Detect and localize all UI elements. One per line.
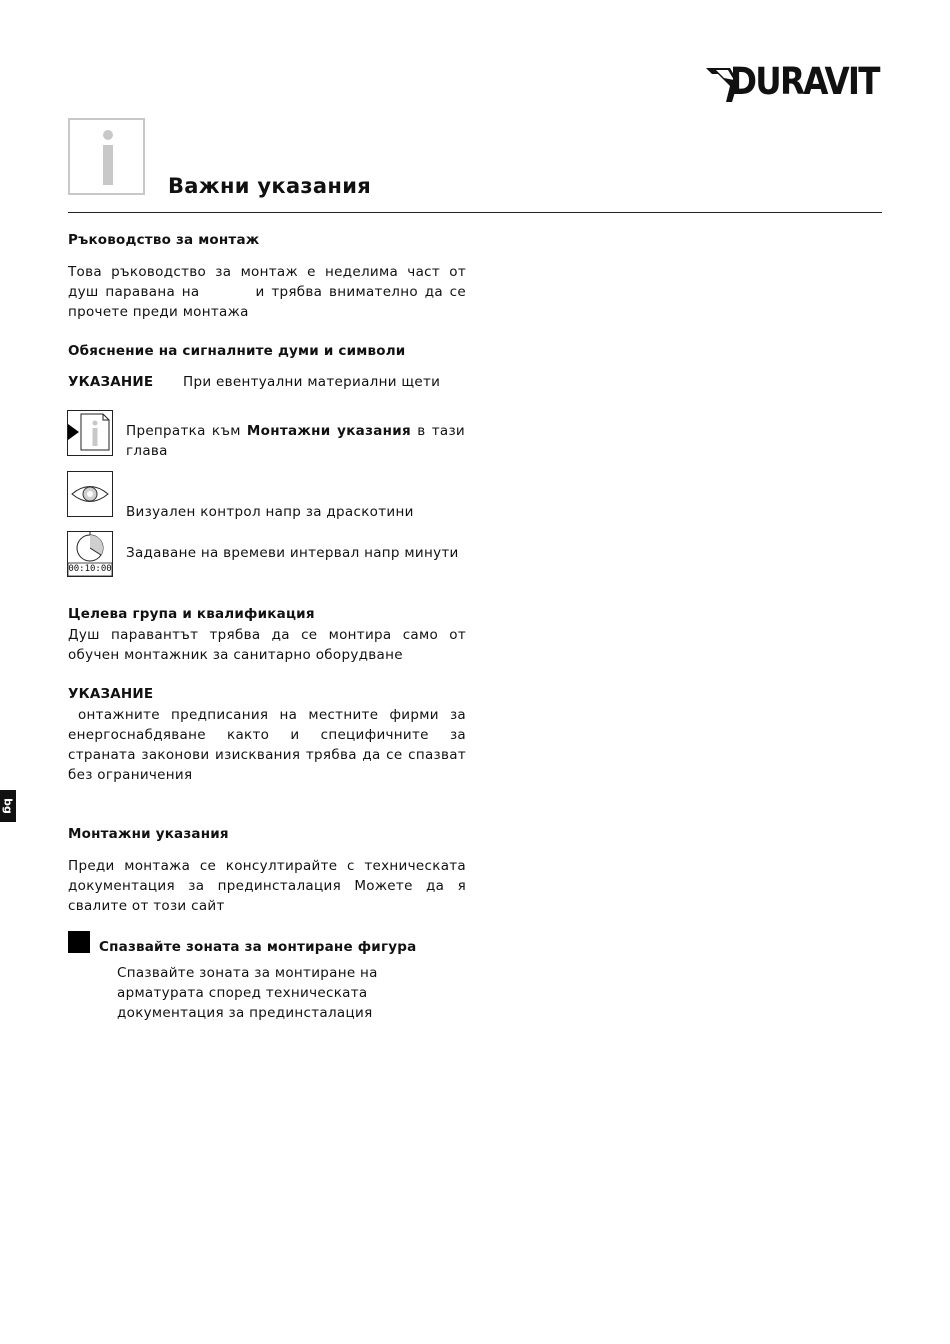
notice-label: УКАЗАНИЕ xyxy=(68,374,154,390)
target-heading: Целева група и квалификация xyxy=(68,606,315,622)
symbol-eye-text: Визуален контрол напр за драскотини xyxy=(126,504,414,520)
page-title: Важни указания xyxy=(168,174,372,198)
timer-label: 00:10:00 xyxy=(68,564,112,574)
manual-text-2: и трябва внимателно да се прочете преди монтажа xyxy=(68,284,466,320)
info-icon xyxy=(68,118,145,195)
step-text: Спазвайте зоната за монтиране на арматурата според техническата документация за прединсталация xyxy=(117,965,378,1021)
manual-paragraph xyxy=(68,262,466,322)
symbols-heading: Обяснение на сигналните думи и символи xyxy=(68,343,406,359)
manual-text-1: Това ръководство за монтаж е неделима част от душ паравана на xyxy=(68,264,466,300)
notice-text: При евентуални материални щети xyxy=(183,374,441,390)
target-text: Душ паравантът трябва да се монтира само от обучен монтажник за санитарно оборудване xyxy=(68,627,466,663)
language-tab: bg xyxy=(0,790,16,822)
eye-icon xyxy=(67,471,113,517)
symbol-timer-text: Задаване на времеви интервал напр минути xyxy=(126,545,459,561)
stopwatch-icon xyxy=(67,531,113,577)
manual-heading: Ръководство за монтаж xyxy=(68,232,260,248)
symbol-info-text: Препратка към Монтажни указания в тази глава xyxy=(126,423,465,459)
brand-logo: DURAVIT xyxy=(730,60,879,103)
black-square-icon xyxy=(68,931,90,953)
notice-heading: УКАЗАНИЕ xyxy=(68,686,154,702)
notice-paragraph: онтажните предписания на местните фирми за енергоснабдяване както и специфичните за страната законови изисквания трябва да се спазват без ограничения xyxy=(68,707,466,783)
title-divider xyxy=(68,212,882,213)
mounting-text: Преди монтажа се консултирайте с техническата документация за прединсталация Можете да я свалите от този сайт xyxy=(68,858,466,914)
step-heading: Спазвайте зоната за монтиране фигура xyxy=(99,939,417,955)
mounting-heading: Монтажни указания xyxy=(68,826,229,842)
info-reference-icon xyxy=(67,410,113,456)
